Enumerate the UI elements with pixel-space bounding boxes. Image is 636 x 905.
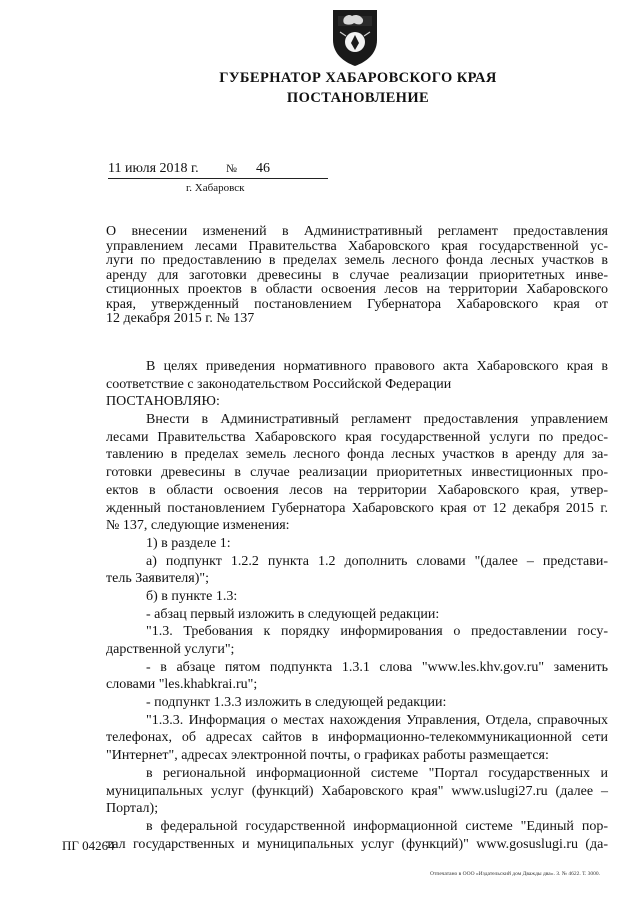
- number-sign: №: [226, 163, 237, 175]
- body-line: № 137, следующие изменения:: [106, 518, 290, 534]
- body-line: б) в пункте 1.3:: [146, 588, 238, 604]
- body-line: в федеральной государственной информационной системе "Единый пор-: [146, 818, 608, 834]
- subject-line: луги по предоставлению в пределах земель лесного фонда лесных участков в: [106, 253, 608, 268]
- subject-line: аренду для заготовки древесины в случае реализации приоритетных инве-: [106, 267, 608, 283]
- body-line: - абзац первый изложить в следующей редакции:: [146, 606, 440, 622]
- body-line: лесами Правительства Хабаровского края государственной услуги по предос-: [106, 429, 608, 445]
- body-line: муниципальных услуг (функций) Хабаровского края" www.uslugi27.ru (далее –: [106, 783, 608, 799]
- body-line: тал государственных и муниципальных услуг (функций)" www.gosuslugi.ru (да-: [106, 836, 608, 852]
- decree-subject: [106, 225, 608, 327]
- body-line: дарственной услуги";: [106, 642, 235, 657]
- decree-number: 46: [256, 161, 270, 176]
- body-line: "1.3. Требования к порядку информирования о предоставлении госу-: [146, 624, 608, 640]
- decree-body: [106, 358, 608, 853]
- subject-line: стиционных проектов в области освоения лесов на территории Хабаровского: [106, 282, 608, 297]
- organization-title: ГУБЕРНАТОР ХАБАРОВСКОГО КРАЯ: [219, 70, 497, 86]
- body-line: ектов в области освоения лесов на территории Хабаровского края, утвер-: [106, 482, 608, 498]
- body-line: словами "les.khabkrai.ru";: [106, 677, 258, 693]
- printer-imprint: Отпечатано в ООО «Издательский дом Дважды два». З. № 4622. Т. 3000.: [430, 871, 601, 877]
- body-line: готовки древесины в случае реализации приоритетных инвестиционных про-: [106, 465, 608, 481]
- body-line: "1.3.3. Информация о местах нахождения Управления, Отдела, справочных: [146, 712, 608, 728]
- body-line-decree-word: ПОСТАНОВЛЯЮ:: [106, 394, 220, 410]
- body-line: соответствие с законодательством Российской Федерации: [106, 376, 452, 392]
- body-line: жденный постановлением Губернатора Хабаровского края от 12 декабря 2015 г.: [106, 500, 608, 516]
- subject-line: О внесении изменений в Административный регламент предоставления: [106, 224, 608, 239]
- body-line: - в абзаце пятом подпункта 1.3.1 слова "www.les.khv.gov.ru" заменить: [146, 659, 608, 675]
- body-line: 1) в разделе 1:: [146, 535, 231, 551]
- body-line: Внести в Административный регламент предоставления управлением: [146, 412, 608, 428]
- body-line: Портал);: [106, 801, 159, 817]
- city-label: г. Хабаровск: [186, 182, 245, 194]
- body-line: "Интернет", адресах электронной почты, о графиках работы размещается:: [106, 748, 549, 764]
- document-type-title: ПОСТАНОВЛЕНИЕ: [286, 90, 430, 106]
- body-line: в региональной информационной системе "Портал государственных и: [146, 765, 608, 781]
- coat-of-arms-emblem: [326, 6, 384, 68]
- body-line: а) подпункт 1.2.2 пункта 1.2 дополнить словами "(далее – представи-: [146, 553, 608, 569]
- subject-line: 12 декабря 2015 г. № 137: [106, 311, 255, 326]
- subject-line: управлением лесами Правительства Хабаровского края государственной ус-: [106, 238, 608, 254]
- form-code: ПГ 04264: [62, 838, 115, 853]
- body-line: тель Заявителя)";: [106, 571, 209, 587]
- date-number-line: [108, 161, 328, 179]
- body-line: тавлению в пределах земель лесного фонда лесных участков в аренду для за-: [106, 447, 608, 463]
- decree-date: 11 июля 2018 г.: [108, 161, 199, 176]
- subject-line: края, утвержденный постановлением Губернатора Хабаровского края от: [106, 296, 608, 312]
- body-line: телефонах, об адресах сайтов в информационно-телекоммуникационной сети: [106, 730, 608, 746]
- body-line: - подпункт 1.3.3 изложить в следующей редакции:: [146, 695, 447, 711]
- body-line: В целях приведения нормативного правового акта Хабаровского края в: [146, 359, 608, 374]
